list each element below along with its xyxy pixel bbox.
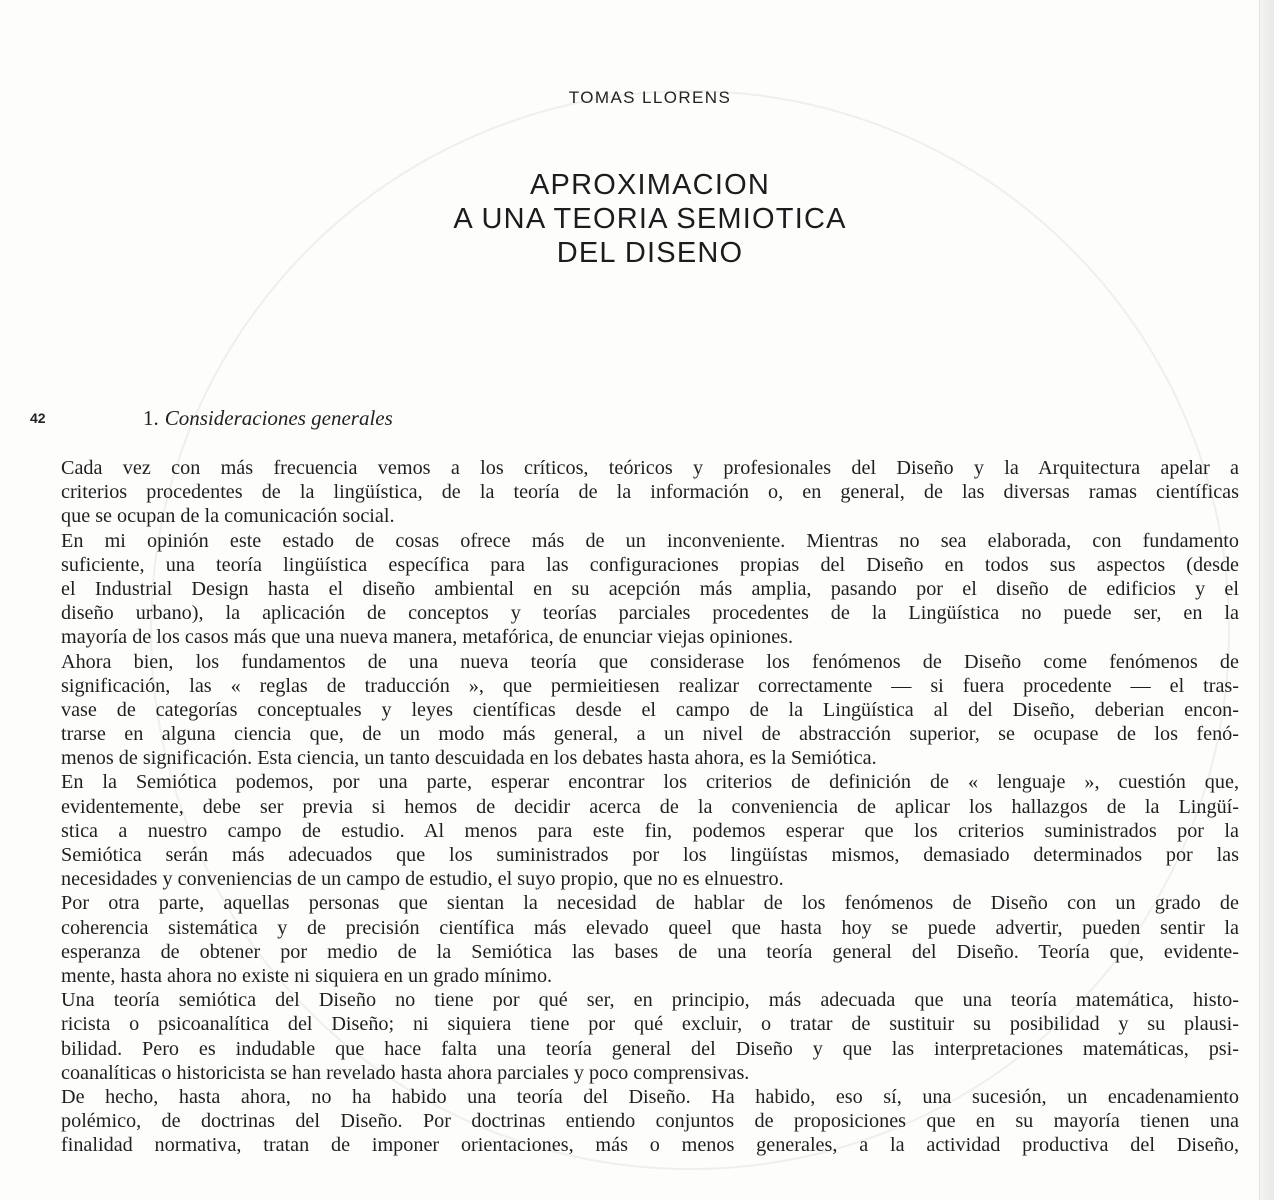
text-line: De hecho, hasta ahora, no ha habido una teoría del Diseño. Ha habido, eso sí, una sucesión, un encadenamiento [61,1085,1239,1108]
text-line: el Industrial Design hasta el diseño ambiental en su acepción más amplia, pasando por el diseño de edificios y el [61,577,1239,600]
article-title [0,168,1274,270]
text-line: stica a nuestro campo de estudio. Al menos para este fin, podemos esperar que los criterios suministrados por la [61,819,1239,842]
text-line: finalidad normativa, tratan de imponer orientaciones, más o menos generales, a la actividad productiva del Diseño, [61,1134,1239,1157]
text-line: vase de categorías conceptuales y leyes científicas desde el campo de la Lingüística al del Diseño, deberian encon- [61,698,1239,721]
author-name: TOMAS LLORENS [568,88,732,107]
body-text [61,456,1239,1157]
paragraph [61,988,1239,1085]
text-line: Por otra parte, aquellas personas que sientan la necesidad de hablar de los fenómenos de Diseño con un grado de [61,892,1239,915]
text-line: En la Semiótica podemos, por una parte, esperar encontrar los criterios de definición de « lenguaje », cuestión que, [61,771,1239,794]
paragraph [61,529,1239,650]
text-line: esperanza de obtener por medio de la Semiótica las bases de una teoría general del Diseño. Teoría que, evidente- [61,940,1239,963]
paragraph [61,770,1239,891]
text-line: En mi opinión este estado de cosas ofrece más de un inconveniente. Mientras no sea elaborada, con fundamento [61,529,1239,552]
paragraph [61,1085,1239,1158]
text-line: necesidades y conveniencias de un campo de estudio, el suyo propio, que no es elnuestro. [61,868,784,891]
paragraph [61,891,1239,988]
text-line: Ahora bien, los fundamentos de una nueva teoría que considerase los fenómenos de Diseño come fenómenos de [61,650,1239,673]
text-line: ricista o psicoanalítica del Diseño; ni siquiera tiene por qué excluir, o tratar de sustituir su posibilidad y su plausi- [61,1013,1239,1036]
text-line: significación, las « reglas de traducción », que permieitiesen realizar correctamente — si fuera procedente — el tras- [61,674,1239,697]
text-line: polémico, de doctrinas del Diseño. Por doctrinas entiendo conjuntos de proposiciones que en su mayoría tienen una [61,1110,1239,1133]
section-title: Consideraciones generales [164,406,393,430]
text-line: bilidad. Pero es indudable que hace falta una teoría general del Diseño y que las interpretaciones matemáticas, psi- [61,1037,1239,1060]
title-line: APROXIMACION [530,169,770,201]
text-line: suficiente, una teoría lingüística específica para las configuraciones propias del Diseño en todos sus aspectos (desde [61,553,1239,576]
text-line: que se ocupan de la comunicación social. [61,505,395,528]
text-line: menos de significación. Esta ciencia, un tanto descuidada en los debates hasta ahora, es la Semiótica. [61,747,877,770]
text-line: Semiótica serán más adecuados que los suministrados por los lingüístas mismos, demasiado determinados por las [61,844,1239,866]
section-heading [143,406,393,431]
section-number: 1. [143,406,159,430]
text-line: diseño urbano), la aplicación de conceptos y teorías parciales procedentes de la Lingüística no puede ser, en la [61,602,1239,625]
paragraph [61,650,1239,771]
paragraph [61,456,1239,529]
text-line: Cada vez con más frecuencia vemos a los críticos, teóricos y profesionales del Diseño y la Arquitectura apelar a [61,457,1239,479]
text-line: coherencia sistemática y de precisión científica más elevado queel que hasta hoy se puede advertir, pueden sentir la [61,916,1239,939]
text-line: trarse en alguna ciencia que, de un modo más general, a un nivel de abstracción superior, se ocupase de los fenó- [61,723,1239,746]
text-line: mayoría de los casos más que una nueva manera, metafórica, de enunciar viejas opiniones. [61,626,794,649]
title-line: DEL DISENO [556,237,744,269]
text-line: mente, hasta ahora no existe ni siquiera en un grado mínimo. [61,964,553,987]
title-line: A UNA TEORIA SEMIOTICA [453,203,847,235]
text-line: evidentemente, debe ser previa si hemos de decidir acerca de la conveniencia de aplicar los hallazgos de la Lingüí- [61,795,1239,818]
text-line: criterios procedentes de la lingüística, de la teoría de la información o, en general, de las diversas ramas científicas [61,481,1239,504]
text-line: Una teoría semiótica del Diseño no tiene por qué ser, en principio, más adecuada que una teoría matemática, histo- [61,989,1239,1012]
text-line: coanalíticas o historicista se han revelado hasta ahora parciales y poco comprensivas. [61,1061,750,1084]
page-number: 42 [30,410,46,426]
